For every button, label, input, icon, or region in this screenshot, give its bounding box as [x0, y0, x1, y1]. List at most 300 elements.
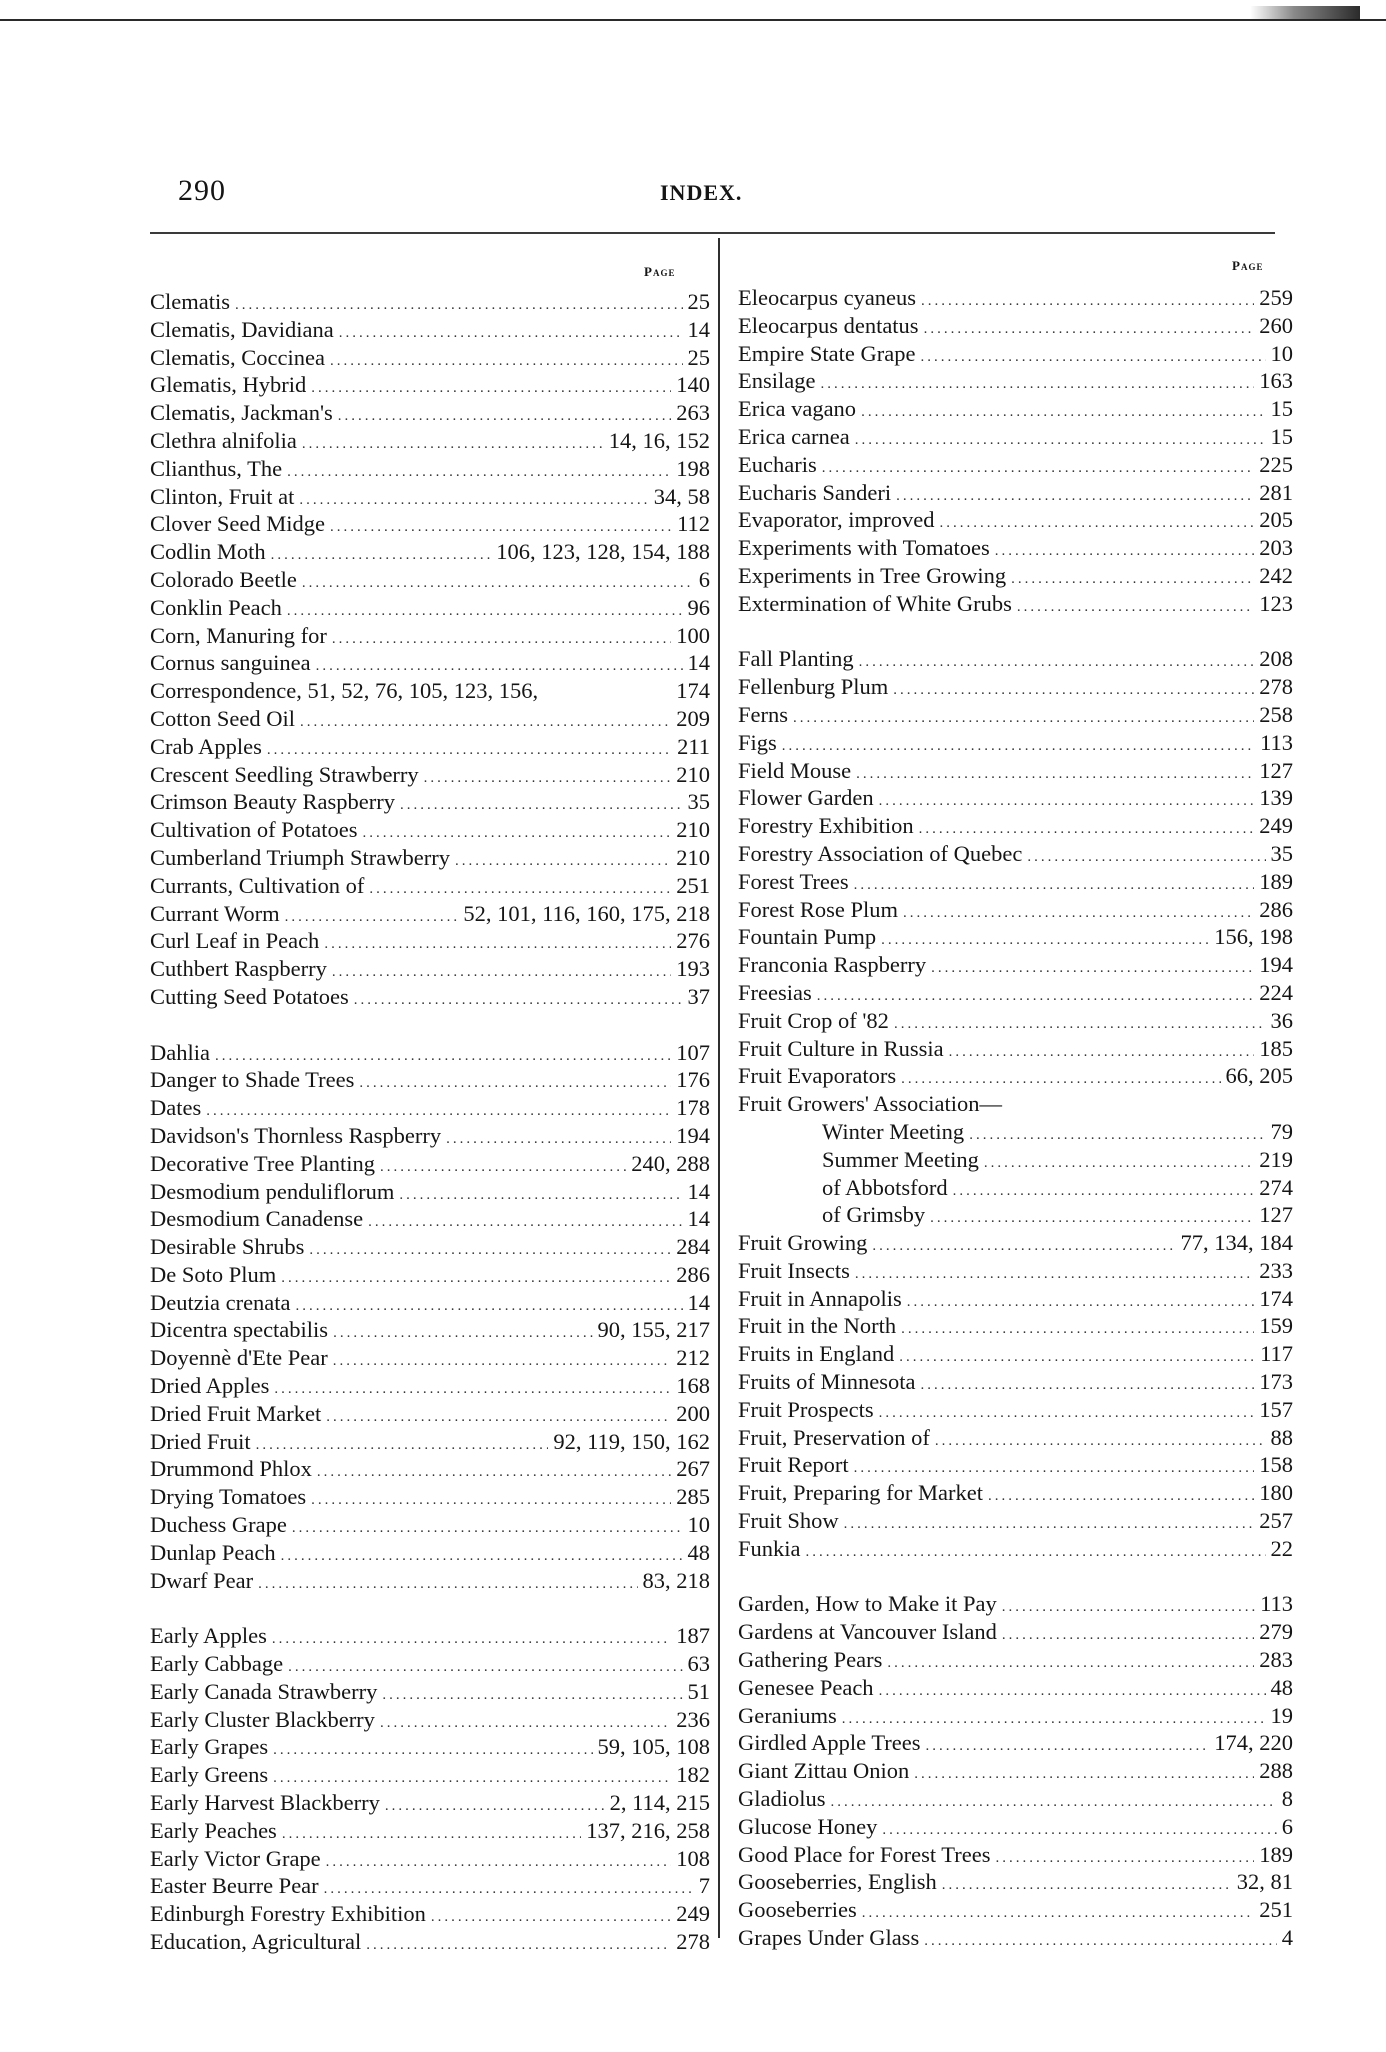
index-entry [150, 1428, 710, 1456]
index-pages: 263 [676, 400, 710, 426]
index-entry [738, 1813, 1293, 1841]
index-entry [150, 927, 710, 955]
index-pages: 92, 119, 150, 162 [553, 1428, 710, 1454]
index-term: Drummond Phlox [150, 1456, 312, 1482]
index-term: Edinburgh Forestry Exhibition [150, 1901, 426, 1927]
index-entry [150, 1928, 710, 1956]
dot-leader [339, 320, 683, 348]
dot-leader [359, 1070, 671, 1098]
index-pages: 113 [1260, 729, 1293, 755]
index-pages: 225 [1259, 451, 1293, 477]
index-entry [150, 1872, 710, 1900]
index-pages: 259 [1259, 285, 1293, 310]
index-pages: 63 [687, 1651, 710, 1677]
index-term: Easter Beurre Pear [150, 1873, 319, 1899]
dot-leader [1002, 1622, 1254, 1650]
index-entry [150, 566, 710, 594]
section-gap [738, 618, 1293, 646]
index-entry [150, 1678, 710, 1706]
index-pages: 106, 123, 128, 154, 188 [496, 539, 710, 565]
dot-leader [896, 483, 1254, 511]
dot-leader [903, 900, 1254, 928]
index-term: Forest Rose Plum [738, 896, 899, 922]
index-pages: 107 [676, 1039, 710, 1065]
index-pages: 224 [1259, 979, 1293, 1005]
index-term: of Abbotsford [822, 1174, 948, 1200]
index-pages: 176 [676, 1067, 710, 1093]
index-pages: 52, 101, 116, 160, 175, 218 [463, 900, 710, 926]
index-pages: 14 [687, 1206, 710, 1232]
dot-leader [887, 1650, 1254, 1678]
index-entry [738, 1368, 1293, 1396]
index-pages: 14 [687, 650, 710, 676]
index-term: Desirable Shrubs [150, 1234, 305, 1260]
dot-leader [333, 1320, 592, 1348]
index-pages: 193 [676, 956, 710, 982]
index-term: Early Apples [150, 1623, 267, 1649]
dot-leader [926, 1733, 1210, 1761]
index-term: Conklin Peach [150, 594, 282, 620]
dot-leader [258, 1571, 637, 1599]
index-entry [738, 701, 1293, 729]
index-pages: 37 [687, 983, 710, 1009]
index-pages: 113 [1260, 1591, 1293, 1617]
index-entry [150, 844, 710, 872]
index-term: Decorative Tree Planting [150, 1150, 375, 1176]
index-entry [150, 1316, 710, 1344]
index-pages: 48 [1270, 1674, 1293, 1700]
index-term: Cumberland Triumph Strawberry [150, 844, 450, 870]
index-pages: 10 [1270, 340, 1293, 366]
index-entry [150, 1400, 710, 1428]
dot-leader [806, 1539, 1266, 1567]
dot-leader [380, 1154, 626, 1182]
index-term: Eleocarpus cyaneus [738, 285, 917, 310]
index-pages: 14 [687, 316, 710, 342]
index-pages: 284 [676, 1234, 710, 1260]
index-entry [738, 1785, 1293, 1813]
index-entry [150, 1622, 710, 1650]
index-term: Dwarf Pear [150, 1567, 254, 1593]
index-term: Drying Tomatoes [150, 1484, 307, 1510]
index-pages: 173 [1259, 1369, 1293, 1395]
index-term: Experiments in Tree Growing [738, 562, 1007, 588]
index-pages: 127 [1259, 1202, 1293, 1228]
index-term: Fruit Report [738, 1452, 849, 1478]
dot-leader [921, 288, 1254, 316]
dot-leader [333, 1348, 672, 1376]
index-entry [738, 868, 1293, 896]
index-entry [738, 1674, 1293, 1702]
dot-leader [324, 931, 671, 959]
header-divider [150, 232, 1275, 234]
index-entry [150, 1289, 710, 1317]
dot-leader [300, 709, 671, 737]
dot-leader [907, 1289, 1254, 1317]
index-pages: 210 [676, 761, 710, 787]
index-term: Danger to Shade Trees [150, 1067, 355, 1093]
index-term: Fruit Crop of '82 [738, 1007, 889, 1033]
dot-leader [872, 1233, 1175, 1261]
index-pages: 123 [1259, 590, 1293, 616]
index-term: Glucose Honey [738, 1813, 878, 1839]
index-entry [738, 1841, 1293, 1869]
index-term: Glematis, Hybrid [150, 372, 307, 398]
index-entry [150, 677, 710, 705]
index-pages: 286 [1259, 896, 1293, 922]
index-entry [738, 312, 1293, 340]
index-term: Early Cluster Blackberry [150, 1706, 375, 1732]
section-gap [738, 1563, 1293, 1591]
index-pages: 198 [676, 455, 710, 481]
index-entry [738, 729, 1293, 757]
index-entry [738, 1424, 1293, 1452]
index-pages: 140 [676, 372, 710, 398]
dot-leader [924, 316, 1255, 344]
dot-leader [984, 1150, 1254, 1178]
dot-leader [914, 1761, 1254, 1789]
index-pages: 15 [1270, 396, 1293, 422]
index-term: Fellenburg Plum [738, 674, 889, 700]
index-entry [150, 983, 710, 1011]
dot-leader [330, 348, 683, 376]
index-pages: 158 [1259, 1452, 1293, 1478]
index-entry [150, 1372, 710, 1400]
index-pages: 25 [687, 344, 710, 370]
index-term: Early Peaches [150, 1817, 277, 1843]
index-entry [150, 399, 710, 427]
index-pages: 79 [1270, 1118, 1293, 1144]
index-term: Eleocarpus dentatus [738, 312, 919, 338]
index-term: Davidson's Thornless Raspberry [150, 1122, 442, 1148]
index-pages: 32, 81 [1236, 1869, 1293, 1895]
index-term: Fruit Insects [738, 1257, 850, 1283]
index-term: Field Mouse [738, 757, 852, 783]
index-term: Fruit Evaporators [738, 1063, 897, 1089]
dot-leader [287, 459, 671, 487]
dot-leader [1017, 594, 1254, 622]
index-pages: 6 [1281, 1813, 1293, 1839]
index-term: Early Victor Grape [150, 1845, 321, 1871]
dot-leader [431, 1904, 671, 1932]
index-term: Garden, How to Make it Pay [738, 1591, 997, 1617]
index-entry [738, 1757, 1293, 1785]
index-pages: 14 [687, 1178, 710, 1204]
dot-leader [995, 1845, 1254, 1873]
index-term: Fruit Prospects [738, 1396, 874, 1422]
index-term: Cutting Seed Potatoes [150, 983, 349, 1009]
index-entry [150, 288, 710, 316]
dot-leader [400, 792, 683, 820]
index-entry [738, 784, 1293, 812]
dot-leader [782, 733, 1255, 761]
dot-leader [332, 959, 671, 987]
index-entry [738, 479, 1293, 507]
index-pages: 174 [1259, 1285, 1293, 1311]
index-pages: 7 [698, 1873, 710, 1899]
dot-leader [969, 1122, 1265, 1150]
dot-leader [844, 1511, 1255, 1539]
index-term: Fruit Show [738, 1508, 839, 1534]
index-term: Forestry Association of Quebec [738, 840, 1023, 866]
index-entry [738, 590, 1293, 618]
index-entry [738, 1229, 1293, 1257]
index-term: Eucharis [738, 451, 817, 477]
index-term: Fruits of Minnesota [738, 1369, 916, 1395]
index-pages: 10 [687, 1512, 710, 1538]
dot-leader [424, 765, 672, 793]
dot-leader [899, 1344, 1255, 1372]
dot-leader [1002, 1594, 1255, 1622]
dot-leader [949, 1039, 1255, 1067]
index-entry [738, 423, 1293, 451]
index-term: Crab Apples [150, 733, 262, 759]
index-entry [738, 1035, 1293, 1063]
dot-leader [282, 1821, 581, 1849]
dot-leader [299, 487, 648, 515]
index-pages: 285 [676, 1484, 710, 1510]
index-entry [150, 761, 710, 789]
top-edge-rule [0, 19, 1386, 21]
dot-leader [274, 1376, 671, 1404]
index-pages: 203 [1259, 535, 1293, 561]
index-pages: 112 [677, 511, 710, 537]
index-entry [150, 483, 710, 511]
index-pages: 211 [677, 733, 710, 759]
index-entry [738, 951, 1293, 979]
index-entry [150, 1483, 710, 1511]
index-column-right [738, 284, 1293, 1952]
index-term: Dried Apples [150, 1373, 270, 1399]
index-entry [738, 1896, 1293, 1924]
index-pages: 286 [676, 1261, 710, 1287]
index-pages: 19 [1270, 1702, 1293, 1728]
index-term: Fountain Pump [738, 924, 877, 950]
index-term: Funkia [738, 1535, 801, 1561]
index-entry [150, 1733, 710, 1761]
index-pages: 36 [1270, 1007, 1293, 1033]
index-pages: 178 [676, 1095, 710, 1121]
index-pages: 278 [1259, 674, 1293, 700]
index-term: Clethra alnifolia [150, 427, 297, 453]
dot-leader [793, 705, 1254, 733]
index-pages: 59, 105, 108 [597, 1734, 710, 1760]
index-term: Clematis, Coccinea [150, 344, 325, 370]
index-pages: 22 [1270, 1535, 1293, 1561]
dot-leader [1011, 566, 1254, 594]
index-entry [150, 649, 710, 677]
index-entry [150, 1845, 710, 1873]
index-term: of Grimsby [822, 1202, 926, 1228]
index-entry [150, 872, 710, 900]
dot-leader [271, 542, 492, 570]
index-entry [150, 1344, 710, 1372]
index-pages: 168 [676, 1373, 710, 1399]
index-pages: 194 [1259, 952, 1293, 978]
index-entry [150, 1178, 710, 1206]
index-entry [738, 979, 1293, 1007]
index-term: Forestry Exhibition [738, 813, 914, 839]
index-term: Gardens at Vancouver Island [738, 1619, 997, 1645]
index-entry [150, 733, 710, 761]
index-entry [150, 344, 710, 372]
index-entry [738, 367, 1293, 395]
index-entry [738, 673, 1293, 701]
index-entry [150, 955, 710, 983]
index-term: Fruit Growers' Association— [738, 1091, 1003, 1117]
index-entry [738, 1174, 1293, 1202]
index-entry [150, 1122, 710, 1150]
index-term: Gooseberries [738, 1897, 857, 1923]
index-entry [150, 1539, 710, 1567]
index-term: Experiments with Tomatoes [738, 535, 990, 561]
page-column-label-right: Page [1232, 258, 1264, 273]
index-entry [738, 1285, 1293, 1313]
index-pages: 182 [676, 1762, 710, 1788]
index-entry [738, 1118, 1293, 1146]
index-pages: 209 [676, 705, 710, 731]
index-pages: 6 [698, 566, 710, 592]
index-entry [150, 371, 710, 399]
index-term: Dicentra spectabilis [150, 1317, 329, 1343]
index-entry [738, 923, 1293, 951]
index-pages: 276 [676, 928, 710, 954]
index-entry [738, 812, 1293, 840]
index-term: Dried Fruit Market [150, 1400, 322, 1426]
index-term: Dried Fruit [150, 1428, 251, 1454]
index-entry [738, 757, 1293, 785]
index-entry [150, 1511, 710, 1539]
dot-leader [988, 1483, 1254, 1511]
index-term: Fruit, Preparing for Market [738, 1480, 983, 1506]
index-term: Colorado Beetle [150, 566, 297, 592]
index-entry [150, 1205, 710, 1233]
index-pages: 127 [1259, 757, 1293, 783]
index-entry [738, 1257, 1293, 1285]
index-pages: 274 [1259, 1174, 1293, 1200]
index-entry [738, 451, 1293, 479]
dot-leader [326, 1849, 672, 1877]
index-entry [150, 705, 710, 733]
dot-leader [366, 1932, 671, 1960]
index-pages: 242 [1259, 562, 1293, 588]
index-term: Cultivation of Potatoes [150, 817, 358, 843]
index-pages: 257 [1259, 1508, 1293, 1534]
index-term: Dunlap Peach [150, 1539, 276, 1565]
index-term: Early Cabbage [150, 1651, 284, 1677]
index-pages: 15 [1270, 423, 1293, 449]
index-entry [150, 1150, 710, 1178]
index-entry [150, 1567, 710, 1595]
index-pages: 117 [1260, 1341, 1293, 1367]
index-term: Doyennè d'Ete Pear [150, 1345, 328, 1371]
dot-leader [820, 371, 1254, 399]
index-pages: 156, 198 [1214, 924, 1293, 950]
index-entry [150, 622, 710, 650]
dot-leader [1027, 844, 1265, 872]
index-pages: 35 [687, 789, 710, 815]
index-pages: 2, 114, 215 [609, 1790, 710, 1816]
index-term: Grapes Under Glass [738, 1925, 920, 1951]
index-pages: 194 [676, 1122, 710, 1148]
index-pages: 210 [676, 817, 710, 843]
dot-leader [855, 427, 1266, 455]
index-term: Clematis [150, 289, 230, 314]
dot-leader [855, 1261, 1254, 1289]
index-term: Clematis, Davidiana [150, 316, 334, 342]
index-term: Cuthbert Raspberry [150, 956, 327, 982]
index-entry [738, 1479, 1293, 1507]
index-term: Winter Meeting [822, 1118, 965, 1144]
index-pages: 137, 216, 258 [586, 1817, 710, 1843]
index-entry [150, 455, 710, 483]
index-term: Summer Meeting [822, 1146, 979, 1172]
index-term: Codlin Moth [150, 539, 266, 565]
index-term: Fruit Growing [738, 1230, 868, 1256]
dot-leader [901, 1316, 1254, 1344]
index-entry [150, 816, 710, 844]
index-term: Deutzia crenata [150, 1289, 291, 1315]
index-pages: 251 [1259, 1897, 1293, 1923]
dot-leader [354, 987, 683, 1015]
index-pages: 258 [1259, 701, 1293, 727]
index-term: Erica carnea [738, 423, 850, 449]
index-entry [738, 1646, 1293, 1674]
index-pages: 96 [687, 594, 710, 620]
index-term: Education, Agricultural [150, 1929, 362, 1955]
index-entry [738, 1729, 1293, 1757]
index-pages: 249 [1259, 813, 1293, 839]
index-entry [150, 594, 710, 622]
index-term: Flower Garden [738, 785, 874, 811]
index-entry [738, 1396, 1293, 1424]
dot-leader [455, 848, 671, 876]
index-pages: 205 [1259, 507, 1293, 533]
index-entry [150, 427, 710, 455]
index-entry [738, 1201, 1293, 1229]
index-pages: 260 [1259, 312, 1293, 338]
dot-leader [309, 1237, 671, 1265]
index-term: Desmodium penduliflorum [150, 1178, 395, 1204]
index-entry [738, 340, 1293, 368]
index-pages: 35 [1270, 840, 1293, 866]
index-column-left [150, 288, 710, 1956]
column-divider [718, 238, 720, 1938]
dot-leader [302, 431, 604, 459]
index-term: Fruit in Annapolis [738, 1285, 902, 1311]
index-entry [150, 1261, 710, 1289]
index-pages: 159 [1259, 1313, 1293, 1339]
dot-leader [921, 1372, 1255, 1400]
index-term: Fall Planting [738, 646, 854, 672]
index-entry [738, 506, 1293, 534]
index-entry [150, 900, 710, 928]
index-pages: 174, 220 [1214, 1730, 1293, 1756]
index-entry [738, 1590, 1293, 1618]
index-entry [738, 1924, 1293, 1952]
index-pages: 14, 16, 152 [608, 427, 710, 453]
index-entry [738, 1312, 1293, 1340]
index-term: Ferns [738, 701, 788, 727]
dot-leader [942, 1872, 1232, 1900]
index-pages: 219 [1259, 1146, 1293, 1172]
dot-leader [862, 1900, 1255, 1928]
index-pages: 51 [687, 1678, 710, 1704]
index-term: Clinton, Fruit at [150, 483, 295, 509]
index-term: Eucharis Sanderi [738, 479, 892, 505]
index-term: Dahlia [150, 1039, 210, 1065]
dot-leader [861, 399, 1265, 427]
